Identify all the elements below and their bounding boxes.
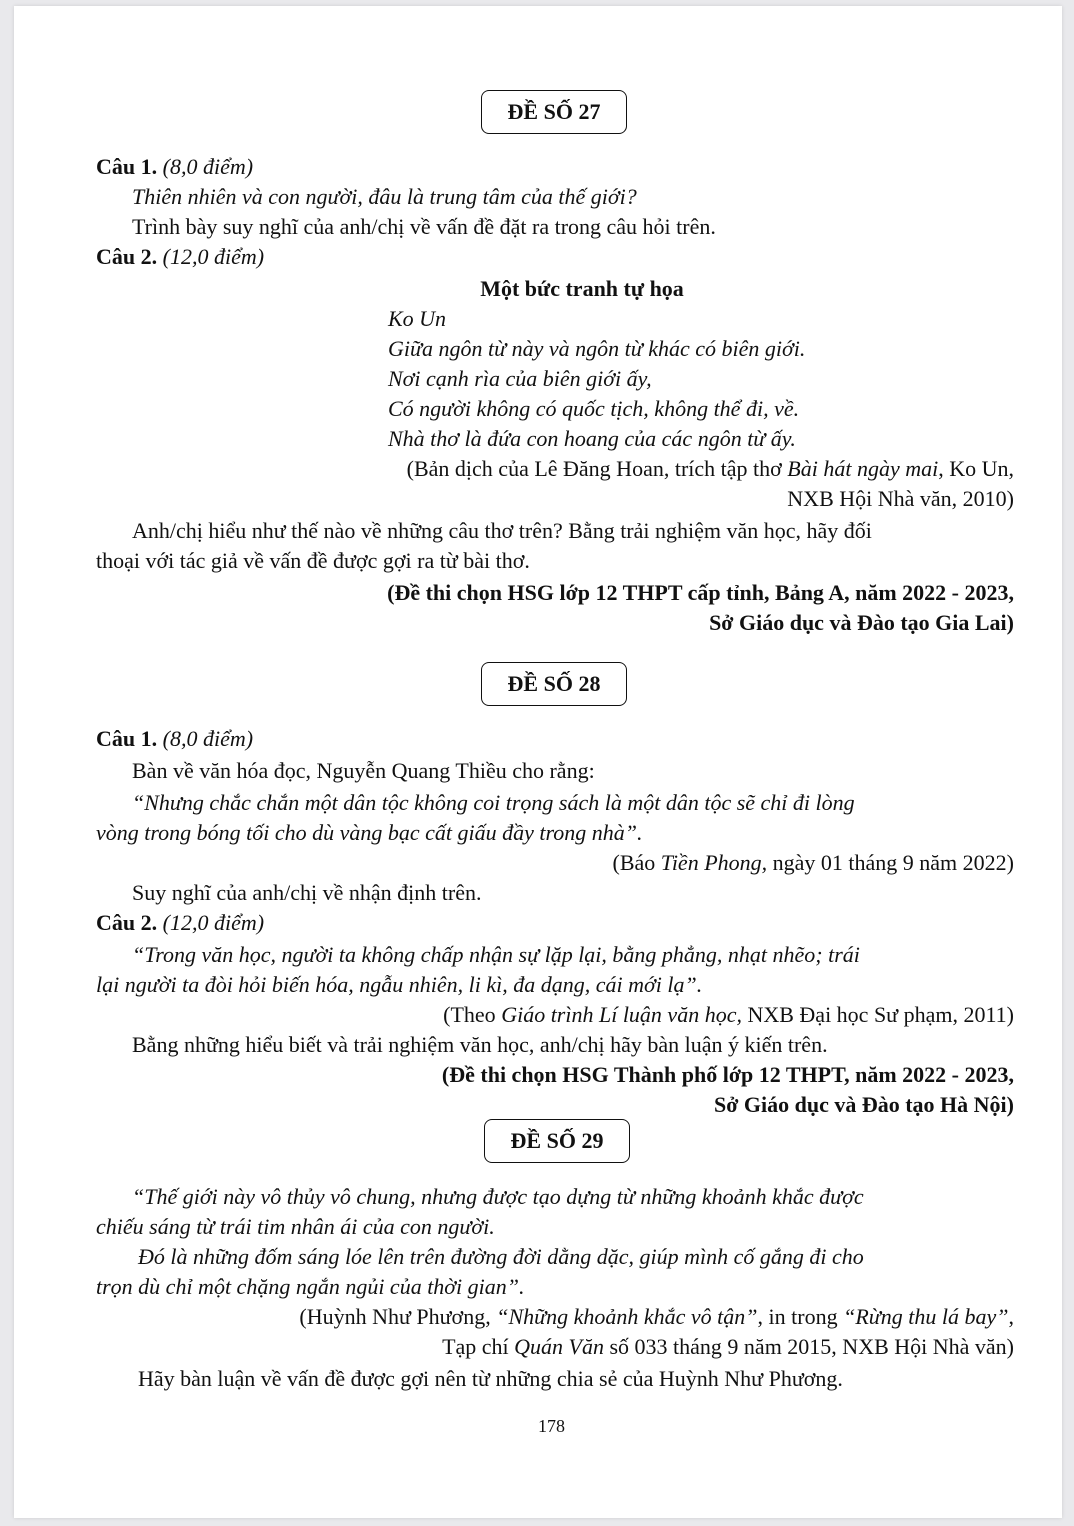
exam-title-29: ĐỀ SỐ 29 (510, 1128, 604, 1153)
exam-source-line: Sở Giáo dục và Đào tạo Hà Nội) (713, 1092, 1014, 1117)
exam-title-27: ĐỀ SỐ 27 (507, 99, 601, 124)
poem-title: Một bức tranh tự họa (480, 276, 684, 301)
question-2-heading: Câu 2. (12,0 điểm) (96, 244, 265, 269)
quote-line: trọn dù chỉ một chặng ngắn ngủi của thời gian”. (96, 1274, 525, 1299)
page-number: 178 (538, 1416, 565, 1436)
poem-line: Giữa ngôn từ này và ngôn từ khác có biên giới. (388, 336, 806, 361)
poem-line: Có người không có quốc tịch, không thể đi, về. (388, 396, 800, 421)
exam-source-line: (Đề thi chọn HSG Thành phố lớp 12 THPT, năm 2022 - 2023, (441, 1062, 1014, 1087)
question-1-heading: Câu 1. (8,0 điểm) (96, 726, 254, 751)
poem-publisher: NXB Hội Nhà văn, 2010) (787, 486, 1014, 511)
quote-line: Đó là những đốm sáng lóe lên trên đường đời dằng dặc, giúp mình cố gắng đi cho (138, 1244, 864, 1269)
question-1-heading: Câu 1. (8,0 điểm) (96, 154, 254, 179)
document-page (14, 6, 1062, 1518)
question-2-task-line: Anh/chị hiểu như thế nào về những câu thơ trên? Bằng trải nghiệm văn học, hãy đối (132, 518, 872, 543)
quote-line: lại người ta đòi hỏi biến hóa, ngẫu nhiên, li kì, đa dạng, cái mới lạ”. (96, 972, 703, 997)
exam-source-line: (Đề thi chọn HSG lớp 12 THPT cấp tỉnh, Bảng A, năm 2022 - 2023, (387, 580, 1014, 605)
quote-source: (Huỳnh Như Phương, “Những khoảnh khắc vô tận”, in trong “Rừng thu lá bay”, (299, 1304, 1014, 1329)
quote-line: “Trong văn học, người ta không chấp nhận sự lặp lại, bằng phẳng, nhạt nhẽo; trái (132, 942, 860, 967)
quote-publisher: Tạp chí Quán Văn số 033 tháng 9 năm 2015, NXB Hội Nhà văn) (442, 1334, 1014, 1359)
question-2-task-line: thoại với tác giả về vấn đề được gợi ra từ bài thơ. (96, 548, 530, 573)
poem-line: Nhà thơ là đứa con hoang của các ngôn từ ấy. (388, 426, 796, 451)
exam-source-line: Sở Giáo dục và Đào tạo Gia Lai) (709, 610, 1014, 635)
question-2-heading: Câu 2. (12,0 điểm) (96, 910, 265, 935)
quote-line: chiếu sáng từ trái tim nhân ái của con người. (96, 1214, 495, 1239)
exam-title-box-27 (481, 90, 627, 134)
question-1-task: Trình bày suy nghĩ của anh/chị về vấn đề đặt ra trong câu hỏi trên. (132, 214, 716, 239)
quote-source: (Theo Giáo trình Lí luận văn học, NXB Đại học Sư phạm, 2011) (443, 1002, 1014, 1027)
quote-line: vòng trong bóng tối cho dù vàng bạc cất giấu đầy trong nhà”. (96, 820, 643, 845)
poem-author: Ko Un (388, 306, 447, 331)
question-1-prompt: Thiên nhiên và con người, đâu là trung tâm của thế giới? (132, 184, 637, 209)
exam-title-box-28 (481, 662, 627, 706)
exam-title-28: ĐỀ SỐ 28 (507, 671, 601, 696)
question-task: Hãy bàn luận về vấn đề được gợi nên từ những chia sẻ của Huỳnh Như Phương. (138, 1366, 843, 1391)
quote-source: (Báo Tiền Phong, ngày 01 tháng 9 năm 2022) (612, 850, 1014, 875)
poem-line: Nơi cạnh rìa của biên giới ấy, (388, 366, 652, 391)
exam-title-box-29 (484, 1119, 630, 1163)
quote-line: “Nhưng chắc chắn một dân tộc không coi trọng sách là một dân tộc sẽ chỉ đi lòng (132, 790, 855, 815)
question-2-task: Bằng những hiểu biết và trải nghiệm văn học, anh/chị hãy bàn luận ý kiến trên. (132, 1032, 828, 1057)
question-1-task: Suy nghĩ của anh/chị về nhận định trên. (132, 880, 482, 905)
quote-line: “Thế giới này vô thủy vô chung, nhưng được tạo dựng từ những khoảnh khắc được (132, 1184, 864, 1209)
poem-source: (Bản dịch của Lê Đăng Hoan, trích tập thơ Bài hát ngày mai, Ko Un, (406, 456, 1014, 481)
question-1-intro: Bàn về văn hóa đọc, Nguyễn Quang Thiều cho rằng: (132, 758, 595, 783)
